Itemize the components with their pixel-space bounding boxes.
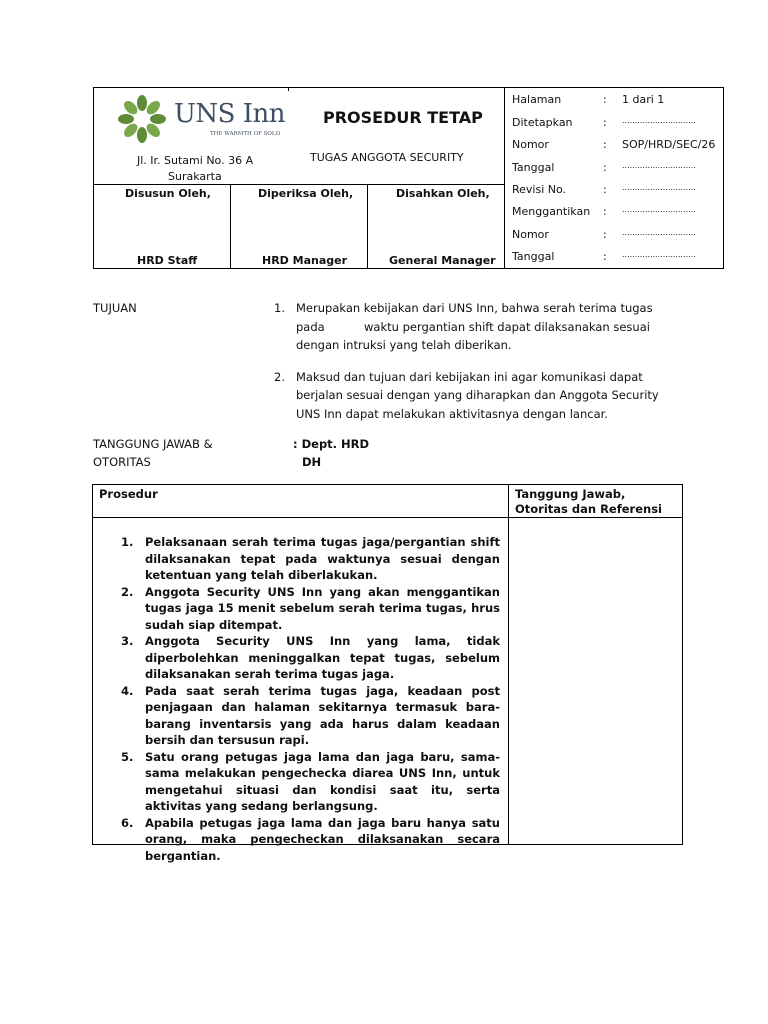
- meta-label: Menggantikan: [512, 205, 591, 218]
- meta-value: .............................: [622, 116, 696, 125]
- meta-value: .............................: [622, 205, 696, 214]
- meta-sep: :: [603, 161, 607, 174]
- tujuan-item-number: 1.: [274, 301, 285, 315]
- meta-label: Halaman: [512, 93, 562, 106]
- tujuan-item-line: berjalan sesuai dengan yang diharapkan dan Anggota Security: [296, 388, 659, 402]
- signoff-approved-label: Disahkan Oleh,: [396, 187, 490, 200]
- signoff-prepared-label: Disusun Oleh,: [125, 187, 211, 200]
- tanggung-label-1: TANGGUNG JAWAB &: [93, 437, 213, 451]
- logo-brand: UNS Inn: [174, 99, 285, 129]
- logo-tagline: THE WARMTH OF SOLO: [210, 131, 281, 137]
- logo: [118, 95, 288, 145]
- tujuan-item-line: UNS Inn dapat melakukan aktivitasnya dengan lancar.: [296, 407, 608, 421]
- tujuan-item-line: waktu pergantian shift dapat dilaksanakan sesuai: [364, 320, 650, 334]
- tanggung-value-2: DH: [302, 455, 322, 469]
- meta-value: .............................: [622, 183, 696, 192]
- list-item-text: Anggota Security UNS Inn yang lama, tidak diperbolehkan meninggalkan tepat tugas, sebelum dilaksanakan serah terima tugas jaga.: [145, 634, 500, 681]
- list-item-text: Anggota Security UNS Inn yang akan menggantikan tugas jaga 15 menit sebelum serah terima tugas, hrus sudah siap ditempat.: [145, 584, 500, 632]
- list-item-number: 2.: [121, 584, 134, 599]
- table-header-responsibility-1: Tanggung Jawab,: [515, 487, 626, 501]
- meta-label: Nomor: [512, 228, 549, 241]
- meta-sep: :: [603, 116, 607, 129]
- tujuan-item-line: pada: [296, 320, 325, 334]
- list-item-text: Satu orang petugas jaga lama dan jaga baru, sama-sama melakukan pengechecka diarea UNS Inn, untuk mengetahui situasi dan kondisi saat itu, serta aktivitas yang sedang berlangsung.: [145, 749, 500, 813]
- signoff-approved-role: General Manager: [389, 254, 496, 267]
- meta-value: 1 dari 1: [622, 93, 665, 106]
- list-item-number: 4.: [121, 683, 134, 698]
- meta-label: Nomor: [512, 138, 549, 151]
- signoff-checked-role: HRD Manager: [262, 254, 348, 267]
- page-subtitle: TUGAS ANGGOTA SECURITY: [310, 151, 464, 164]
- tanggung-value-1: : Dept. HRD: [293, 437, 370, 451]
- list-item: [121, 683, 500, 749]
- tujuan-label: TUJUAN: [93, 301, 137, 315]
- list-item: [121, 534, 500, 584]
- meta-label: Tanggal: [512, 250, 555, 263]
- tujuan-item-line: dengan intruksi yang telah diberikan.: [296, 338, 512, 352]
- meta-label: Revisi No.: [512, 183, 567, 196]
- meta-sep: :: [603, 93, 607, 106]
- meta-value: .............................: [622, 161, 696, 170]
- list-item-number: 1.: [121, 535, 134, 549]
- meta-label: Ditetapkan: [512, 116, 573, 129]
- list-item-text: Pelaksanaan serah terima tugas jaga/pergantian shift dilaksanakan tepat pada waktunya sesuai dengan ketentuan yang telah diberlakukan.: [145, 535, 500, 582]
- list-item-number: 5.: [121, 749, 134, 764]
- signoff-checked-label: Diperiksa Oleh,: [258, 187, 354, 200]
- list-item-text: Apabila petugas jaga lama dan jaga baru hanya satu orang, maka pengecheckan dilaksanakan secara bergantian.: [145, 815, 500, 863]
- list-item: [121, 749, 500, 815]
- meta-sep: :: [603, 205, 607, 218]
- meta-sep: :: [603, 183, 607, 196]
- tanggung-label-2: OTORITAS: [93, 455, 151, 469]
- meta-sep: :: [603, 250, 607, 263]
- procedure-list: [121, 534, 500, 864]
- address-line2: Surakarta: [168, 170, 222, 183]
- meta-value: .............................: [622, 228, 696, 237]
- page-title: PROSEDUR TETAP: [323, 108, 483, 127]
- table-header-responsibility-2: Otoritas dan Referensi: [515, 502, 662, 516]
- table-header-procedure: Prosedur: [99, 487, 158, 501]
- signoff-prepared-role: HRD Staff: [137, 254, 198, 267]
- address-line1: Jl. Ir. Sutami No. 36 A: [137, 154, 254, 167]
- list-item: [121, 584, 500, 634]
- list-item-number: 6.: [121, 815, 134, 830]
- list-item: [121, 815, 500, 865]
- meta-sep: :: [603, 228, 607, 241]
- list-item-number: 3.: [121, 634, 134, 648]
- logo-leaf-icon: [118, 95, 166, 143]
- list-item: [121, 633, 500, 683]
- tujuan-item-line: Merupakan kebijakan dari UNS Inn, bahwa serah terima tugas: [296, 301, 653, 315]
- list-item-text: Pada saat serah terima tugas jaga, keadaan post penjagaan dan halaman sekitarnya termasuk bara-barang inventarsis yang ada harus dalam keadaan bersih dan tersusun rapi.: [145, 683, 500, 747]
- meta-label: Tanggal: [512, 161, 555, 174]
- meta-value: SOP/HRD/SEC/26: [622, 138, 716, 151]
- tujuan-item-line: Maksud dan tujuan dari kebijakan ini agar komunikasi dapat: [296, 370, 643, 384]
- meta-value: .............................: [622, 250, 696, 259]
- meta-sep: :: [603, 138, 607, 151]
- tujuan-item-number: 2.: [274, 370, 285, 384]
